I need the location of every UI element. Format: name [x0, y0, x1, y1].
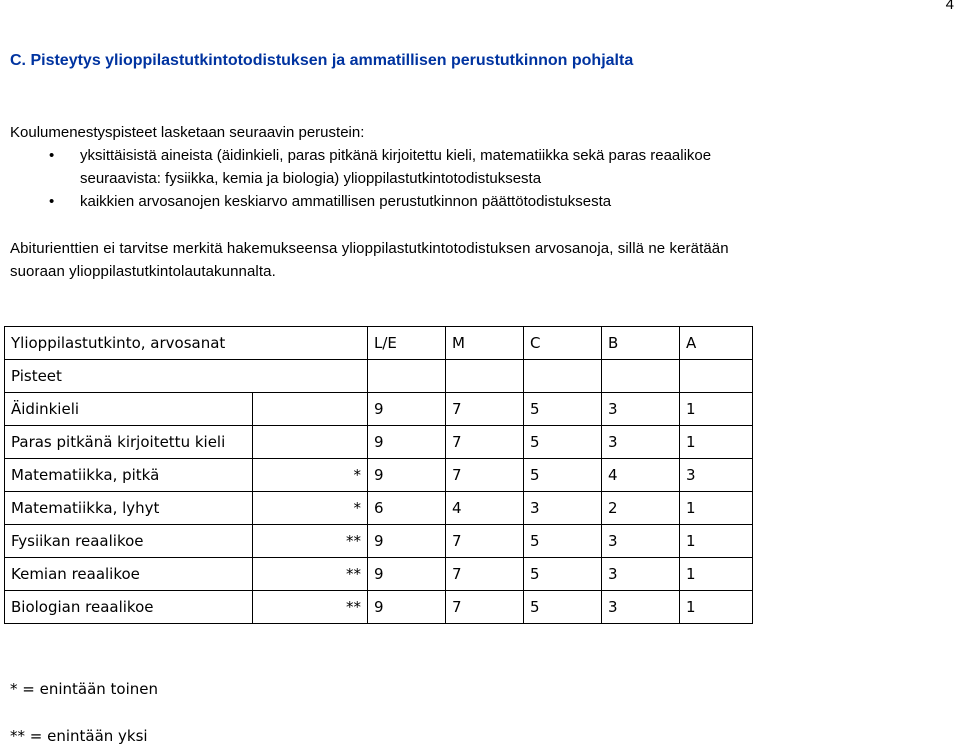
table-cell	[524, 360, 602, 393]
marker-cell: *	[253, 459, 368, 492]
subject-cell: Biologian reaalikoe	[5, 591, 253, 624]
points-cell: 4	[602, 459, 680, 492]
subject-cell: Matematiikka, lyhyt	[5, 492, 253, 525]
points-cell: 5	[524, 558, 602, 591]
points-cell: 4	[446, 492, 524, 525]
points-cell: 5	[524, 426, 602, 459]
intro-block	[10, 121, 711, 213]
points-cell: 3	[602, 426, 680, 459]
points-row-label: Pisteet	[5, 360, 368, 393]
list-item-text: kaikkien arvosanojen keskiarvo ammatillisen perustutkinnon päättötodistuksesta	[80, 193, 612, 210]
table-row	[5, 492, 753, 525]
legend-double-star: ** = enintään yksi	[10, 727, 148, 745]
points-cell: 9	[368, 591, 446, 624]
list-item-text: seuraavista: fysiikka, kemia ja biologia) ylioppilastutkintotodistuksesta	[80, 170, 542, 187]
abiturient-paragraph	[10, 237, 950, 283]
points-cell: 1	[680, 558, 753, 591]
legend-single-star: * = enintään toinen	[10, 680, 159, 698]
points-cell: 1	[680, 591, 753, 624]
table-row	[5, 426, 753, 459]
points-cell: 2	[602, 492, 680, 525]
points-cell: 7	[446, 459, 524, 492]
list-item	[10, 190, 711, 213]
table-row	[5, 393, 753, 426]
points-cell: 3	[602, 393, 680, 426]
points-cell: 7	[446, 525, 524, 558]
subject-cell: Kemian reaalikoe	[5, 558, 253, 591]
table-header-row	[5, 327, 753, 360]
points-cell: 1	[680, 492, 753, 525]
marker-cell: *	[253, 492, 368, 525]
subject-cell: Fysiikan reaalikoe	[5, 525, 253, 558]
marker-cell: **	[253, 591, 368, 624]
points-cell: 1	[680, 426, 753, 459]
table-row	[5, 558, 753, 591]
paragraph-line: Abiturienttien ei tarvitse merkitä hakemukseensa ylioppilastutkintotodistuksen arvosanoja, sillä ne kerätään	[10, 240, 729, 257]
grade-header: A	[680, 327, 753, 360]
points-cell: 9	[368, 558, 446, 591]
marker-cell	[253, 393, 368, 426]
marker-cell: **	[253, 525, 368, 558]
points-cell: 9	[368, 393, 446, 426]
table-row	[5, 459, 753, 492]
points-cell: 3	[602, 558, 680, 591]
grade-header: M	[446, 327, 524, 360]
scoring-table	[4, 326, 753, 624]
points-cell: 5	[524, 525, 602, 558]
section-title: C. Pisteytys ylioppilastutkintotodistuksen ja ammatillisen perustutkinnon pohjalta	[10, 52, 634, 69]
list-item	[10, 144, 711, 190]
points-cell: 9	[368, 426, 446, 459]
points-cell: 1	[680, 393, 753, 426]
points-cell: 6	[368, 492, 446, 525]
grade-header: L/E	[368, 327, 446, 360]
points-cell: 5	[524, 393, 602, 426]
points-cell: 7	[446, 558, 524, 591]
table-row	[5, 525, 753, 558]
points-cell: 3	[524, 492, 602, 525]
grade-header: C	[524, 327, 602, 360]
points-cell: 7	[446, 426, 524, 459]
subject-cell: Matematiikka, pitkä	[5, 459, 253, 492]
points-cell: 3	[602, 591, 680, 624]
intro-lead: Koulumenestyspisteet lasketaan seuraavin perustein:	[10, 124, 365, 141]
points-cell: 7	[446, 591, 524, 624]
paragraph-line: suoraan ylioppilastutkintolautakunnalta.	[10, 263, 276, 280]
grade-header: B	[602, 327, 680, 360]
points-cell: 3	[602, 525, 680, 558]
marker-cell: **	[253, 558, 368, 591]
table-row	[5, 360, 753, 393]
points-cell: 1	[680, 525, 753, 558]
points-cell: 3	[680, 459, 753, 492]
points-cell: 5	[524, 459, 602, 492]
subject-cell: Paras pitkänä kirjoitettu kieli	[5, 426, 253, 459]
table-cell	[680, 360, 753, 393]
criteria-list	[10, 144, 711, 213]
points-cell: 9	[368, 525, 446, 558]
table-cell	[446, 360, 524, 393]
bullet-icon: •	[49, 147, 55, 164]
table-cell	[368, 360, 446, 393]
points-cell: 7	[446, 393, 524, 426]
marker-cell	[253, 426, 368, 459]
table-cell	[602, 360, 680, 393]
list-item-text: yksittäisistä aineista (äidinkieli, paras pitkänä kirjoitettu kieli, matematiikka sekä paras reaalikoe	[80, 147, 712, 164]
subject-cell: Äidinkieli	[5, 393, 253, 426]
bullet-icon: •	[49, 193, 55, 210]
table-header-label: Ylioppilastutkinto, arvosanat	[5, 327, 368, 360]
points-cell: 5	[524, 591, 602, 624]
points-cell: 9	[368, 459, 446, 492]
table-row	[5, 591, 753, 624]
page-number: 4	[945, 0, 954, 13]
